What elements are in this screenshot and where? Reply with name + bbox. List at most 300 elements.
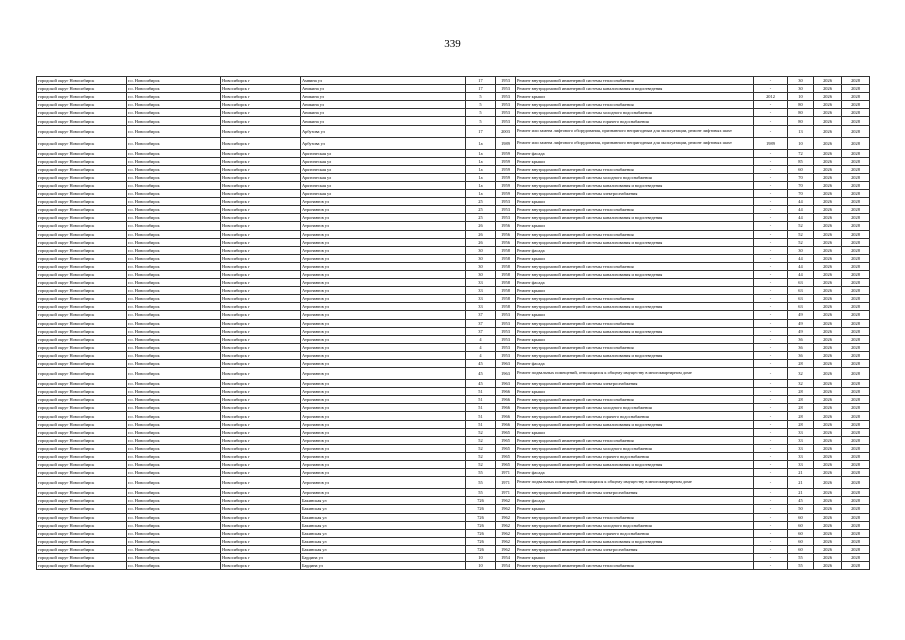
- cell-street: Аникина ул: [301, 85, 466, 93]
- cell-work: Ремонт внутридомовой инженерной системы горячего водоснабжения: [516, 452, 754, 460]
- cell-year_repair: -: [754, 262, 788, 270]
- cell-year: 1953: [496, 343, 516, 351]
- table-row: [37, 553, 870, 561]
- cell-municipality: городской округ Новосибирск: [37, 295, 127, 303]
- cell-settlement: г.о. Новосибирск: [127, 101, 221, 109]
- cell-number: 63: [788, 287, 814, 295]
- cell-settlement: г.о. Новосибирск: [127, 270, 221, 278]
- cell-house: 10: [466, 562, 496, 570]
- cell-settlement: г.о. Новосибирск: [127, 477, 221, 489]
- table-row: [37, 497, 870, 505]
- table-row: [37, 562, 870, 570]
- cell-city: Новосибирск г: [221, 262, 301, 270]
- cell-house: 726: [466, 537, 496, 545]
- cell-year: 1962: [496, 505, 516, 513]
- cell-year_repair: -: [754, 452, 788, 460]
- cell-city: Новосибирск г: [221, 404, 301, 412]
- cell-settlement: г.о. Новосибирск: [127, 404, 221, 412]
- cell-street: Атронавтов ул: [301, 230, 466, 238]
- cell-street: Атронавтов ул: [301, 214, 466, 222]
- cell-plan_end: 2028: [842, 214, 870, 222]
- cell-number: 30: [788, 85, 814, 93]
- cell-house: 45: [466, 380, 496, 388]
- cell-city: Новосибирск г: [221, 489, 301, 497]
- cell-house: 17: [466, 77, 496, 85]
- cell-municipality: городской округ Новосибирск: [37, 380, 127, 388]
- cell-plan_end: 2028: [842, 529, 870, 537]
- cell-municipality: городской округ Новосибирск: [37, 173, 127, 181]
- cell-plan_end: 2028: [842, 327, 870, 335]
- cell-year: 1953: [496, 311, 516, 319]
- cell-work: Ремонт крыши: [516, 505, 754, 513]
- cell-settlement: г.о. Новосибирск: [127, 190, 221, 198]
- cell-street: Бакинская ул: [301, 513, 466, 521]
- table-row: [37, 303, 870, 311]
- cell-street: Атронавтов ул: [301, 303, 466, 311]
- cell-year: 1959: [496, 149, 516, 157]
- cell-settlement: г.о. Новосибирск: [127, 287, 221, 295]
- cell-year_repair: -: [754, 222, 788, 230]
- cell-city: Новосибирск г: [221, 254, 301, 262]
- cell-number: 36: [788, 343, 814, 351]
- cell-street: Арктическая ул: [301, 181, 466, 189]
- cell-settlement: г.о. Новосибирск: [127, 497, 221, 505]
- cell-city: Новосибирск г: [221, 214, 301, 222]
- cell-city: Новосибирск г: [221, 109, 301, 117]
- cell-plan_end: 2028: [842, 109, 870, 117]
- cell-plan_start: 2026: [814, 149, 842, 157]
- cell-house: 1а: [466, 165, 496, 173]
- table-row: [37, 380, 870, 388]
- cell-municipality: городской округ Новосибирск: [37, 311, 127, 319]
- cell-year: 1953: [496, 117, 516, 125]
- cell-year_repair: 2012: [754, 93, 788, 101]
- cell-year_repair: -: [754, 497, 788, 505]
- cell-work: Ремонт внутридомовой инженерной системы горячего водоснабжения: [516, 529, 754, 537]
- cell-work: Ремонт внутридомовой инженерной системы теплоснабжения: [516, 206, 754, 214]
- cell-street: Атронавтов ул: [301, 388, 466, 396]
- cell-plan_end: 2028: [842, 452, 870, 460]
- cell-city: Новосибирск г: [221, 181, 301, 189]
- cell-work: Ремонт подвальных помещений, относящихся к общему имуществу в многоквартирном доме: [516, 477, 754, 489]
- cell-city: Новосибирск г: [221, 125, 301, 137]
- cell-city: Новосибирск г: [221, 388, 301, 396]
- cell-year_repair: -: [754, 319, 788, 327]
- cell-year: 1959: [496, 173, 516, 181]
- cell-municipality: городской округ Новосибирск: [37, 412, 127, 420]
- cell-municipality: городской округ Новосибирск: [37, 351, 127, 359]
- cell-plan_start: 2026: [814, 165, 842, 173]
- cell-year_repair: -: [754, 85, 788, 93]
- cell-number: 30: [788, 246, 814, 254]
- cell-number: 72: [788, 149, 814, 157]
- cell-street: Атронавтов ул: [301, 444, 466, 452]
- cell-house: 5: [466, 117, 496, 125]
- cell-plan_start: 2026: [814, 311, 842, 319]
- cell-plan_start: 2026: [814, 230, 842, 238]
- cell-plan_start: 2026: [814, 404, 842, 412]
- cell-city: Новосибирск г: [221, 190, 301, 198]
- cell-year_repair: -: [754, 469, 788, 477]
- cell-plan_start: 2026: [814, 327, 842, 335]
- cell-city: Новосибирск г: [221, 505, 301, 513]
- cell-city: Новосибирск г: [221, 157, 301, 165]
- cell-year: 1959: [496, 165, 516, 173]
- cell-house: 726: [466, 505, 496, 513]
- cell-plan_end: 2028: [842, 545, 870, 553]
- table-row: [37, 404, 870, 412]
- cell-street: Атронавтов ул: [301, 319, 466, 327]
- cell-house: 55: [466, 477, 496, 489]
- table-row: [37, 230, 870, 238]
- cell-plan_start: 2026: [814, 319, 842, 327]
- cell-work: Ремонт или замена лифтового оборудования, признанного непригодным для эксплуатации, ремонт лифтовых шахт: [516, 137, 754, 149]
- cell-plan_start: 2026: [814, 380, 842, 388]
- cell-street: Атронавтов ул: [301, 254, 466, 262]
- cell-year: 1965: [496, 428, 516, 436]
- cell-plan_start: 2026: [814, 562, 842, 570]
- cell-city: Новосибирск г: [221, 77, 301, 85]
- cell-house: 51: [466, 396, 496, 404]
- cell-settlement: г.о. Новосибирск: [127, 452, 221, 460]
- cell-house: 5: [466, 101, 496, 109]
- cell-city: Новосибирск г: [221, 396, 301, 404]
- cell-settlement: г.о. Новосибирск: [127, 77, 221, 85]
- cell-plan_end: 2028: [842, 497, 870, 505]
- cell-house: 55: [466, 469, 496, 477]
- cell-municipality: городской округ Новосибирск: [37, 181, 127, 189]
- cell-work: Ремонт крыши: [516, 93, 754, 101]
- cell-plan_start: 2026: [814, 412, 842, 420]
- cell-number: 28: [788, 396, 814, 404]
- cell-city: Новосибирск г: [221, 360, 301, 368]
- cell-house: 30: [466, 246, 496, 254]
- cell-plan_start: 2026: [814, 137, 842, 149]
- table-row: [37, 505, 870, 513]
- cell-house: 37: [466, 319, 496, 327]
- table-row: [37, 181, 870, 189]
- cell-settlement: г.о. Новосибирск: [127, 360, 221, 368]
- cell-plan_end: 2028: [842, 279, 870, 287]
- cell-plan_start: 2026: [814, 109, 842, 117]
- cell-city: Новосибирск г: [221, 461, 301, 469]
- cell-plan_end: 2028: [842, 351, 870, 359]
- table-row: [37, 396, 870, 404]
- cell-city: Новосибирск г: [221, 452, 301, 460]
- cell-work: Ремонт внутридомовой инженерной системы холодного водоснабжения: [516, 444, 754, 452]
- cell-work: Ремонт крыши: [516, 222, 754, 230]
- cell-number: 28: [788, 412, 814, 420]
- cell-year: 1965: [496, 461, 516, 469]
- cell-plan_start: 2026: [814, 461, 842, 469]
- cell-plan_start: 2026: [814, 537, 842, 545]
- cell-city: Новосибирск г: [221, 270, 301, 278]
- cell-city: Новосибирск г: [221, 497, 301, 505]
- cell-settlement: г.о. Новосибирск: [127, 521, 221, 529]
- cell-plan_end: 2028: [842, 368, 870, 380]
- cell-street: Атронавтов ул: [301, 461, 466, 469]
- table-row: [37, 420, 870, 428]
- cell-city: Новосибирск г: [221, 165, 301, 173]
- cell-settlement: г.о. Новосибирск: [127, 149, 221, 157]
- cell-plan_start: 2026: [814, 279, 842, 287]
- cell-plan_start: 2026: [814, 529, 842, 537]
- cell-number: 36: [788, 335, 814, 343]
- table-row: [37, 279, 870, 287]
- table-row: [37, 311, 870, 319]
- cell-house: 1а: [466, 157, 496, 165]
- cell-settlement: г.о. Новосибирск: [127, 311, 221, 319]
- cell-settlement: г.о. Новосибирск: [127, 303, 221, 311]
- table-row: [37, 206, 870, 214]
- cell-year_repair: -: [754, 436, 788, 444]
- cell-number: 70: [788, 190, 814, 198]
- cell-work: Ремонт внутридомовой инженерной системы канализования и водоотведения: [516, 181, 754, 189]
- cell-number: 10: [788, 137, 814, 149]
- cell-city: Новосибирск г: [221, 368, 301, 380]
- cell-plan_end: 2028: [842, 157, 870, 165]
- cell-year: 1966: [496, 412, 516, 420]
- cell-number: 70: [788, 173, 814, 181]
- cell-work: Ремонт внутридомовой инженерной системы теплоснабжения: [516, 230, 754, 238]
- cell-municipality: городской округ Новосибирск: [37, 545, 127, 553]
- table-row: [37, 477, 870, 489]
- cell-city: Новосибирск г: [221, 444, 301, 452]
- cell-work: Ремонт фасада: [516, 469, 754, 477]
- cell-city: Новосибирск г: [221, 93, 301, 101]
- cell-city: Новосибирск г: [221, 537, 301, 545]
- cell-city: Новосибирск г: [221, 380, 301, 388]
- cell-municipality: городской округ Новосибирск: [37, 270, 127, 278]
- cell-number: 21: [788, 489, 814, 497]
- cell-plan_start: 2026: [814, 125, 842, 137]
- cell-settlement: г.о. Новосибирск: [127, 137, 221, 149]
- cell-number: 32: [788, 380, 814, 388]
- cell-year: 1962: [496, 529, 516, 537]
- cell-settlement: г.о. Новосибирск: [127, 343, 221, 351]
- cell-year: 1958: [496, 279, 516, 287]
- table-row: [37, 222, 870, 230]
- cell-year: 1956: [496, 222, 516, 230]
- cell-house: 52: [466, 444, 496, 452]
- cell-street: Аникина ул: [301, 117, 466, 125]
- cell-number: 44: [788, 254, 814, 262]
- cell-year: 1959: [496, 190, 516, 198]
- cell-year: 1971: [496, 469, 516, 477]
- cell-city: Новосибирск г: [221, 521, 301, 529]
- cell-municipality: городской округ Новосибирск: [37, 420, 127, 428]
- cell-plan_start: 2026: [814, 505, 842, 513]
- cell-municipality: городской округ Новосибирск: [37, 529, 127, 537]
- cell-municipality: городской округ Новосибирск: [37, 404, 127, 412]
- cell-work: Ремонт внутридомовой инженерной системы теплоснабжения: [516, 436, 754, 444]
- cell-city: Новосибирск г: [221, 279, 301, 287]
- cell-year_repair: -: [754, 537, 788, 545]
- cell-plan_end: 2028: [842, 85, 870, 93]
- cell-plan_start: 2026: [814, 489, 842, 497]
- cell-settlement: г.о. Новосибирск: [127, 295, 221, 303]
- cell-year_repair: -: [754, 157, 788, 165]
- cell-house: 726: [466, 545, 496, 553]
- cell-city: Новосибирск г: [221, 117, 301, 125]
- cell-year_repair: -: [754, 428, 788, 436]
- cell-plan_end: 2028: [842, 173, 870, 181]
- cell-street: Атронавтов ул: [301, 404, 466, 412]
- cell-street: Атронавтов ул: [301, 327, 466, 335]
- cell-municipality: городской округ Новосибирск: [37, 436, 127, 444]
- cell-street: Атронавтов ул: [301, 246, 466, 254]
- cell-plan_start: 2026: [814, 101, 842, 109]
- cell-work: Ремонт внутридомовой инженерной системы канализования и водоотведения: [516, 303, 754, 311]
- cell-house: 726: [466, 521, 496, 529]
- table-row: [37, 319, 870, 327]
- table-row: [37, 351, 870, 359]
- cell-year_repair: -: [754, 149, 788, 157]
- cell-plan_start: 2026: [814, 254, 842, 262]
- cell-year: 1966: [496, 388, 516, 396]
- cell-work: Ремонт внутридомовой инженерной системы теплоснабжения: [516, 396, 754, 404]
- cell-plan_end: 2028: [842, 270, 870, 278]
- cell-house: 1а: [466, 137, 496, 149]
- cell-work: Ремонт крыши: [516, 157, 754, 165]
- table-row: [37, 469, 870, 477]
- cell-year: 1958: [496, 246, 516, 254]
- cell-number: 44: [788, 198, 814, 206]
- cell-plan_start: 2026: [814, 351, 842, 359]
- cell-number: 85: [788, 157, 814, 165]
- cell-settlement: г.о. Новосибирск: [127, 262, 221, 270]
- cell-settlement: г.о. Новосибирск: [127, 85, 221, 93]
- cell-plan_start: 2026: [814, 77, 842, 85]
- cell-municipality: городской округ Новосибирск: [37, 303, 127, 311]
- cell-work: Ремонт внутридомовой инженерной системы канализования и водоотведения: [516, 270, 754, 278]
- cell-plan_start: 2026: [814, 428, 842, 436]
- cell-settlement: г.о. Новосибирск: [127, 157, 221, 165]
- cell-plan_end: 2028: [842, 101, 870, 109]
- cell-plan_end: 2028: [842, 295, 870, 303]
- cell-street: Атронавтов ул: [301, 368, 466, 380]
- table-row: [37, 137, 870, 149]
- cell-year: 1953: [496, 327, 516, 335]
- cell-street: Атронавтов ул: [301, 436, 466, 444]
- cell-work: Ремонт подвальных помещений, относящихся к общему имуществу в многоквартирном доме: [516, 368, 754, 380]
- cell-plan_end: 2028: [842, 428, 870, 436]
- cell-city: Новосибирск г: [221, 553, 301, 561]
- cell-plan_start: 2026: [814, 513, 842, 521]
- cell-house: 1а: [466, 173, 496, 181]
- cell-house: 10: [466, 553, 496, 561]
- cell-plan_start: 2026: [814, 444, 842, 452]
- table-row: [37, 165, 870, 173]
- cell-house: 51: [466, 388, 496, 396]
- cell-settlement: г.о. Новосибирск: [127, 93, 221, 101]
- cell-plan_end: 2028: [842, 125, 870, 137]
- cell-year_repair: -: [754, 254, 788, 262]
- cell-work: Ремонт крыши: [516, 428, 754, 436]
- table-row: [37, 246, 870, 254]
- cell-year_repair: -: [754, 521, 788, 529]
- cell-year_repair: -: [754, 404, 788, 412]
- cell-house: 52: [466, 428, 496, 436]
- cell-year: 1953: [496, 214, 516, 222]
- cell-year: 1962: [496, 513, 516, 521]
- cell-plan_end: 2028: [842, 388, 870, 396]
- cell-year_repair: -: [754, 198, 788, 206]
- cell-street: Арктическая ул: [301, 165, 466, 173]
- cell-year: 1956: [496, 230, 516, 238]
- cell-street: Атронавтов ул: [301, 380, 466, 388]
- cell-plan_end: 2028: [842, 117, 870, 125]
- cell-house: 51: [466, 412, 496, 420]
- cell-year_repair: 1989: [754, 137, 788, 149]
- cell-year: 1958: [496, 287, 516, 295]
- cell-plan_start: 2026: [814, 469, 842, 477]
- cell-plan_start: 2026: [814, 262, 842, 270]
- cell-number: 70: [788, 181, 814, 189]
- cell-house: 55: [466, 489, 496, 497]
- cell-year_repair: -: [754, 420, 788, 428]
- cell-plan_end: 2028: [842, 343, 870, 351]
- cell-number: 60: [788, 529, 814, 537]
- cell-number: 60: [788, 521, 814, 529]
- cell-plan_start: 2026: [814, 270, 842, 278]
- cell-plan_end: 2028: [842, 206, 870, 214]
- cell-street: Аникина ул: [301, 109, 466, 117]
- table-row: [37, 77, 870, 85]
- cell-house: 4: [466, 335, 496, 343]
- cell-plan_start: 2026: [814, 238, 842, 246]
- cell-plan_start: 2026: [814, 295, 842, 303]
- cell-municipality: городской округ Новосибирск: [37, 206, 127, 214]
- cell-year_repair: -: [754, 295, 788, 303]
- cell-year: 1959: [496, 181, 516, 189]
- cell-work: Ремонт внутридомовой инженерной системы электроснабжения: [516, 380, 754, 388]
- cell-year: 1958: [496, 303, 516, 311]
- cell-number: 60: [788, 545, 814, 553]
- cell-city: Новосибирск г: [221, 173, 301, 181]
- cell-city: Новосибирск г: [221, 335, 301, 343]
- cell-settlement: г.о. Новосибирск: [127, 335, 221, 343]
- cell-plan_start: 2026: [814, 477, 842, 489]
- cell-house: 726: [466, 529, 496, 537]
- cell-work: Ремонт внутридомовой инженерной системы электроснабжения: [516, 545, 754, 553]
- cell-year: 1953: [496, 351, 516, 359]
- cell-settlement: г.о. Новосибирск: [127, 505, 221, 513]
- cell-municipality: городской округ Новосибирск: [37, 553, 127, 561]
- cell-settlement: г.о. Новосибирск: [127, 461, 221, 469]
- cell-plan_start: 2026: [814, 360, 842, 368]
- cell-plan_end: 2028: [842, 93, 870, 101]
- cell-street: Атронавтов ул: [301, 279, 466, 287]
- table-row: [37, 327, 870, 335]
- table-row: [37, 254, 870, 262]
- cell-city: Новосибирск г: [221, 529, 301, 537]
- cell-year_repair: -: [754, 335, 788, 343]
- cell-city: Новосибирск г: [221, 246, 301, 254]
- cell-house: 25: [466, 198, 496, 206]
- table-row: [37, 537, 870, 545]
- cell-work: Ремонт внутридомовой инженерной системы теплоснабжения: [516, 562, 754, 570]
- cell-number: 55: [788, 562, 814, 570]
- cell-street: Бакинская ул: [301, 497, 466, 505]
- cell-municipality: городской округ Новосибирск: [37, 513, 127, 521]
- cell-year: 1953: [496, 206, 516, 214]
- cell-settlement: г.о. Новосибирск: [127, 173, 221, 181]
- cell-work: Ремонт фасада: [516, 497, 754, 505]
- cell-plan_start: 2026: [814, 117, 842, 125]
- cell-settlement: г.о. Новосибирск: [127, 545, 221, 553]
- cell-municipality: городской округ Новосибирск: [37, 537, 127, 545]
